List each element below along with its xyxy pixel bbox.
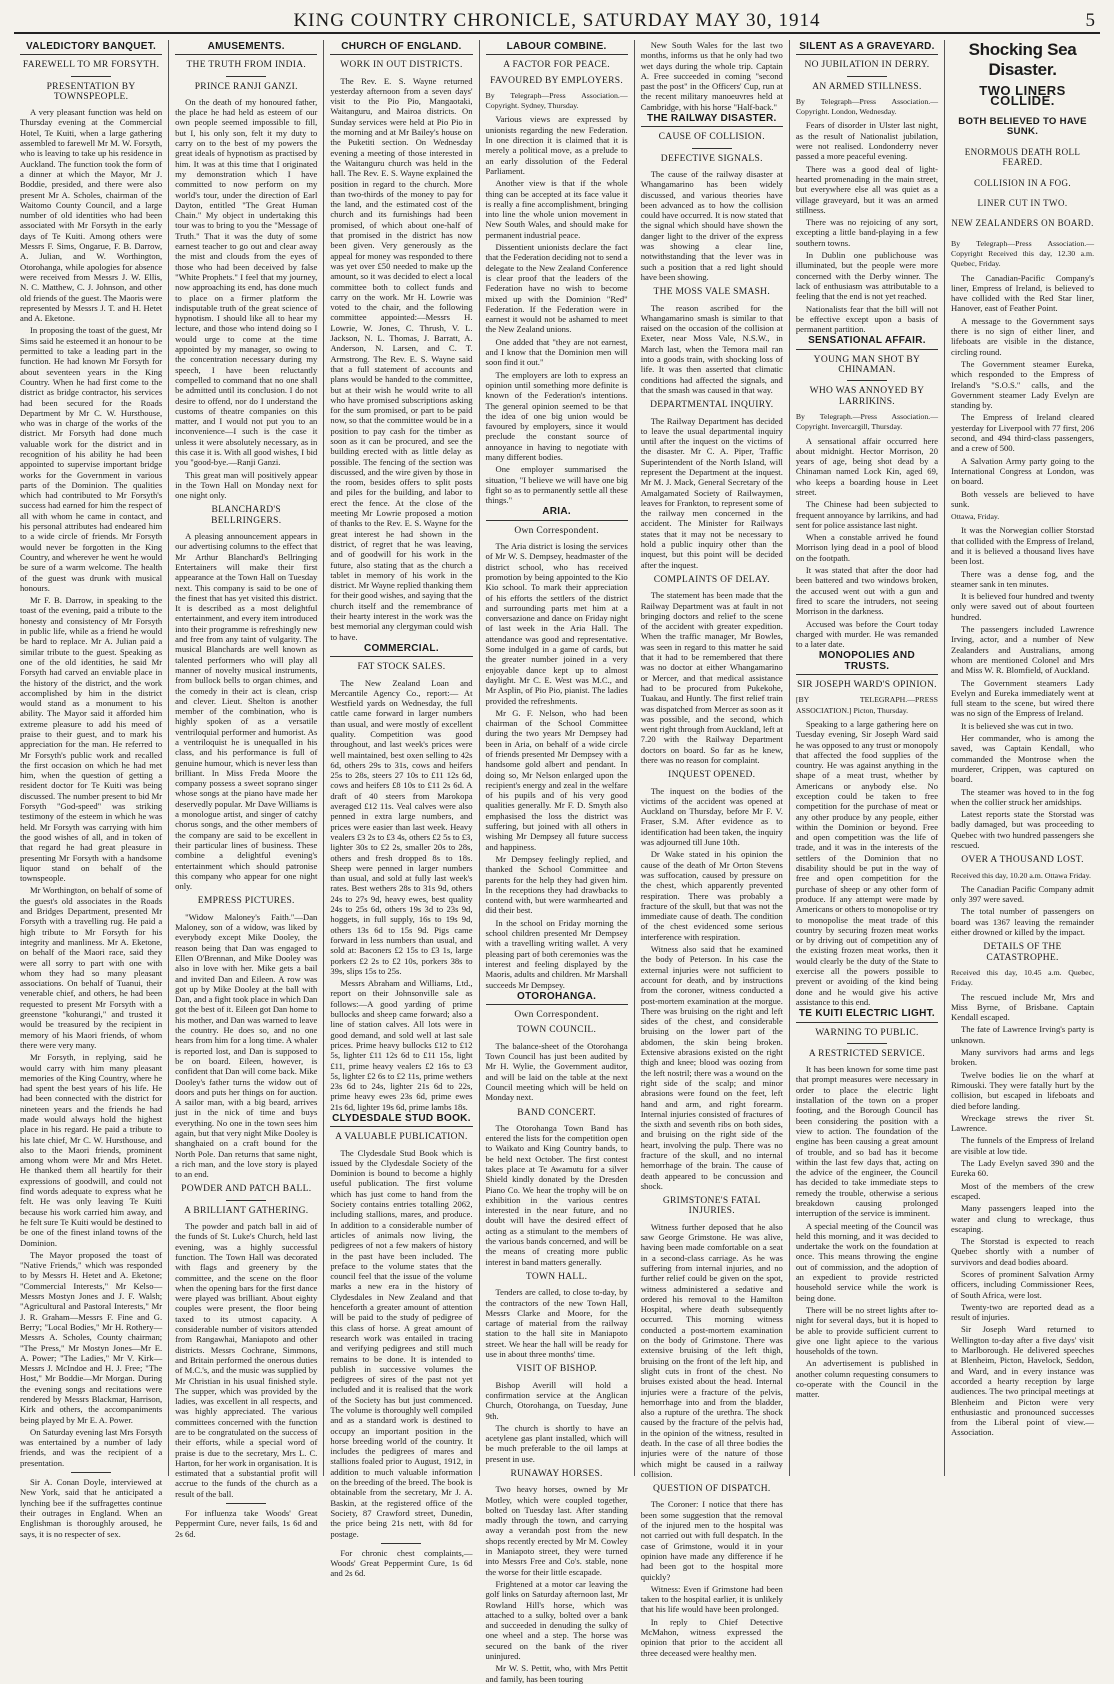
column-1: [14, 40, 169, 1539]
paragraph: The Empress of Ireland cleared yesterday for Liverpool with 77 first, 206 second, and 494 third-class passengers, and a crew of 500.: [951, 412, 1095, 454]
column-6: [790, 40, 945, 1476]
paragraph: A message to the Government says there is no sign of either liner, and lifeboats are visible in the distance, circling round.: [951, 315, 1095, 357]
paragraph: It was the Norwegian collier Storstad that collided with the Empress of Ireland, and it is believed a thousand lives have been lost.: [951, 525, 1095, 567]
paragraph: The Rev. E. S. Wayne returned yesterday afternoon from a seven days' visit to the Pio Pio, Mangaotaki, Waitanguru, and Mairoa districts. On Sunday services were held at Pio Pio in the morning and at Mr Bailey's house on the Puketiti section. On Wednesday evening a meeting of those interested in the Waitanguru church was held in the hall. The Rev. E. S. Wayne explained the position in regard to the church. More than two-thirds of the money to pay for the land, and the estimated cost of the church and its furnishings had been promised, of which about one-half of that promised in the district has now been given. Very generously as the appeal for money was responded to there was yet over £50 needed to make up the amount, so it was decided to elect a local committee both to collect funds and carry on the work. Mr H. Lowrie was voted to the chair, and the following committee appointed:—Messrs H. Lowrie, W. Jones, C. Thrush, V. L. Jackson, N. L. Thomas, J. Barratt, A. Anderson, N. Larsen, and C. T. Armstrong. The Rev. E. S. Wayne said that a full statement of accounts and plans would be handed to the committee, but at their wish he would write to all who have promised subscriptions asking for the sum promised, or part to be paid now, so that the committee would be in a position to pay cash for the timber as soon as it can be procured, and see the building erected with as little delay as possible. The fencing of the section was discussed, and the wire given by those in the room, besides offers to split posts and piles for the building, and labor to erect the fence. At the close of the meeting Mr Lowrie proposed a motion of thanks to the Rev. E. S. Wayne for the great interest he had shown in the district, of regret that he was leaving, and of goodwill for his work in the future, also stating that as the church a tablet in memory of his work in the district. Mr Wayne replied thanking them for their good wishes, and saying that the church itself and the remembrance of their hearty interest in the work was the best memorial any clergyman could wish to have.: [330, 75, 473, 642]
subheading: A VALUABLE PUBLICATION.: [335, 1132, 468, 1143]
paragraph: This great man will positively appear in the Town Hall on Monday next for one night only.: [175, 469, 318, 501]
paragraph: A special meeting of the Council was held this morning, and it was decided to undertake the work on the foundation at once. This means throwing the engine out of commission, and the adoption of an expedient to provide restricted household service while the work is being done.: [795, 1220, 939, 1303]
subheading: COMPLAINTS OF DELAY.: [653, 574, 770, 585]
paragraph: The Chinese had been subjected to frequent annoyance by larrikins, and had sent for police assistance last night.: [795, 499, 939, 530]
subheading: POWDER AND PATCH BALL.: [181, 1184, 312, 1195]
paragraph: The Government steamer Eureka, which responded to the Empress of Ireland's "S.O.S." calls, and the Government steamer Lady Evelyn are standing by.: [951, 358, 1095, 411]
subheading: DETAILS OF THE CATASTROPHE.: [983, 942, 1062, 963]
paragraph: In the school on Friday morning the school children presented Mr Dempsey with a travelling writing wallet. A very pleasing part of both ceremonies was the interest and feeling displayed by the Maoris, adults and children. Mr Marshall succeeds Mr Dempsey.: [485, 917, 628, 990]
subheading: RUNAWAY HORSES.: [510, 1469, 603, 1479]
paragraph: Witness further deposed that he also saw George Grimstone. He was alive, having been made comfortable on a seat in a second-class carriage. As he was suffering from internal injuries, and no further relief could be given on the spot, witness administered a sedative and ordered his removal to the Hamilton Hospital, where death subsequently occurred. This morning witness conducted a post-mortem examination on the body of Grimstone. There was extensive bruising of the left thigh, bruising on the front of the left hip, and slight cuts in front of the chest. No bruises existed about the head. Internal injuries were a fracture of the pelvis, hemorrhage into and from the bladder, also a rupture of the urethra. The shock caused by the fracture of the pelvis had, in the opinion of the witness, resulted in death. In the case of all three bodies the injuries were of the nature of those which might be caused in a railway collision.: [640, 1221, 783, 1479]
paragraph: The Government steamers Lady Evelyn and Eureka immediately went at full steam to the scene, but wired there was no sign of the Empress of Ireland.: [951, 677, 1095, 719]
paragraph: In reply to Chief Detective McMahon, witness expressed the opinion that prior to the accident all three deceased were healthy men.: [640, 1616, 783, 1658]
subheading: PRINCE RANJI GANZI.: [194, 81, 298, 92]
paragraph: It is believed she was cut in two.: [961, 720, 1074, 731]
paragraph: It is believed four hundred and twenty only were saved out of about fourteen hundred.: [951, 591, 1095, 622]
paragraph: The Lady Evelyn saved 390 and the Eureka 60.: [951, 1158, 1095, 1179]
paragraph: The Otorohanga Town Band has entered the lists for the competition open to Waikato and King Country bands, to be held next October. The first contest takes place at Te Awamutu for a silver Shield kindly donated by the Dresden Piano Co. We hear the trophy will be on exhibition in the various centres interested in the near future, and no doubt will have the desired effect of acting as a stimulant to the members of the various bands concerned, and will be the means of creating more public interest in band matters generally.: [485, 1122, 628, 1267]
subheading: WHO WAS ANNOYED BY LARRIKINS.: [809, 386, 925, 407]
paragraph: The total number of passengers on board was 1367 leaving the remainder either drowned or killed by the impact.: [951, 906, 1095, 938]
paragraph: The employers are loth to express an opinion until something more definite is known of the Federation's intentions. The general opinion seemed to be that the idea of one big union would be favoured by employers, since it would preclude the constant source of annoyance in having to negotiate with many different bodies.: [485, 369, 628, 462]
commercial-heading: COMMERCIAL.: [330, 644, 472, 657]
paragraph: The Coroner: I notice that there has been some suggestion that the removal of the injured men to the hospital was not carried out with full despatch. In the case of Grimstone, would it in your opinion have made any difference if he had been got to the hospital more quickly?: [640, 1499, 783, 1582]
paragraph: The Canadian Pacific Company admit only 397 were saved.: [951, 883, 1095, 905]
paragraph: Various views are expressed by unionists regarding the new Federation. In one direction it is claimed that it is merely a political move, as a prelude to an early dissolution of the Federal Parliament.: [485, 114, 628, 176]
column-3: [324, 40, 479, 1579]
paragraph: Mr W. S. Pettit, who, with Mrs Pettit and family, has been touring: [485, 1663, 628, 1684]
subheading: EMPRESS PICTURES.: [197, 896, 295, 907]
paragraph: Most of the members of the crew escaped.: [951, 1180, 1095, 1201]
paragraph: A pleasing announcement appears in our advertising columns to the effect that Mr Arthur Blanchard's Bellringing Entertainers will make their first appearance at the Town Hall on Tuesday next. This company is said to be one of the finest that has yet visited this district. It is described as a most delightful entertainment, and every item introduced into their programme is refreshingly new and free from any taint of vulgarity. The musical Blanchards are well known as talented performers who will play all manner of novelty musical instruments, from bullock bells to organ chimes, and the comedy in their act is clean, crisp and clever. Lieut. Shelton is another member of the combination, who is highly spoken of as a versatile ventriloquial performer and humorist. As a ventriloquist he is unequalled in his class, and his performance is full of genuine humour, which is never less than brilliant. In Miss Freda Moore the company possess a sweet soprano singer whose songs at the piano have made her deservedly popular. Mr Dave Williams is a monologue artist, and singer of catchy chorus songs, and the other members of the company are said to be excellent in their particular lines of business. These combine a delightful evening's entertainment which should patronise this company who appear for one night only.: [175, 531, 318, 892]
paragraph: The church is shortly to have an acetylene gas plant installed, which will be much preferable to the oil lamps at present in use.: [485, 1422, 628, 1464]
dateline: Received this day, 10.20 a.m. Ottawa Friday.: [951, 870, 1091, 880]
subheading: ENORMOUS DEATH ROLL FEARED.: [964, 147, 1081, 168]
paragraph: Scores of prominent Salvation Army officers, including Commissioner Rees, of South Africa, were lost.: [951, 1268, 1095, 1300]
railway-heading: THE RAILWAY DISASTER.: [641, 114, 783, 127]
paragraph: "Widow Maloney's Faith."—Dan Maloney, son of a widow, was liked by everybody except Mike Dooley, the reason being that Dan was engaged to Ellen O'Brennan, and Mike Dooley was also in love with her. Mike gets a bail and invited Dan and Eileen. A row was got up by Mike Dooley at the ball with Dan, and a fight took place in which Dan got the best of it. Eileen got Dan home to his mother, and Dan was warned to leave the country. He does so, and no one hears from him for a long time. A whaler is reported lost, and Dan is supposed to be on board. Eileen, however, is confident that Dan will come back. Mike Dooley's father turns the widow out of doors and puts her things on for auction. A sailor man, with a big beard, arrives just in the nick of time and buys everything. No one in the town sees him again, but that very night Mike Dooley is shanghaied on a craft bound for the North Pole. Dan returns that same night, a rich man, and the love story is played to an end.: [175, 911, 318, 1180]
paragraph: For chronic chest complaints,—Woods' Great Peppermint Cure, 1s 6d and 2s 6d.: [330, 1547, 473, 1579]
paragraph: There was no rejoicing of any sort, excepting a little band-playing in a few southern towns.: [795, 217, 939, 248]
subheading: QUESTION OF DISPATCH.: [652, 1484, 771, 1495]
paragraph: In Dublin one publichouse was illuminated, but the people were more concerned with the Derby winner. The lack of enthusiasm was attributable to a feeling that the end is not yet reached.: [795, 250, 939, 302]
paragraph: Wreckage strews the river St. Lawrence.: [951, 1112, 1095, 1134]
column-5: [635, 40, 790, 1658]
monopolies-heading: MONOPOLIES AND TRUSTS.: [796, 651, 938, 675]
sensational-heading: SENSATIONAL AFFAIR.: [796, 336, 938, 349]
dateline: By Telegraph—Press Association.—Copyright Received this day, 12.30 a.m. Quebec, Friday.: [951, 238, 1095, 269]
subheading: YOUNG MAN SHOT BY CHINAMAN.: [813, 354, 921, 376]
column-7: [945, 40, 1100, 1476]
subheading: DEPARTMENTAL INQUIRY.: [650, 400, 774, 411]
paragraph: Messrs Abraham and Williams, Ltd., report on their Johnsonville sale as follows:—A good yarding of prime bullocks and sheep came forward; also a line of station calves. All lots were in good demand, and sold well at last sale prices. Prime heavy bullocks £12 to £12 5s, lighter £11 12s 6d to £11 15s, light £11, prime heavy vealers £2 16s to £3 5s, lighter £2 6s to £2 11s, prime wethers 23s 6d to 24s, lighter 21s 6d to 22s, prime heavy ewes 23s 6d, prime ewes 21s 6d, lighter 19s 6d, prime lambs 18s.: [330, 978, 473, 1112]
subheading: VISIT OF BISHOP.: [516, 1364, 598, 1375]
graveyard-heading: SILENT AS A GRAVEYARD.: [796, 42, 938, 55]
amusements-heading: AMUSEMENTS.: [175, 42, 317, 55]
paragraph: There was a dense fog, and the steamer sank in ten minutes.: [951, 568, 1095, 589]
subheading: PRESENTATION BY TOWNSPEOPLE.: [46, 81, 136, 102]
paragraph: Accused was before the Court today charged with murder. He was remanded to a later date.: [795, 618, 939, 650]
paragraph: Witness also said that he examined the body of Peterson. In his case the external injuries were not sufficient to account for death, and by instructions from the coroner, witness conducted a post-mortem examination at the morgue. There was bruising on the right and left sides of the chest, and considerable bruising on the lower part of the abdomen, the skin being broken. Extensive abrasions existed on the right thigh and knee; blood was oozing from the left nostril; there was a wound on the right side of the scalp; and minor abrasions were found on the feet, left hand and arm, and right forearm. Internal injuries consisted of fractures of the sixth and seventh ribs on both sides, and bruising on the right side of the heart, involving the pulp. There was no fracture of the skull, and no internal hemorrhage of the brain. The cause of death appeared to be concussion and shock.: [640, 944, 783, 1191]
aria-heading: ARIA.: [486, 507, 628, 520]
paragraph: Mr F. B. Darrow, in speaking to the toast of the evening, paid a tribute to the honesty and consistency of Mr Forsyth in public life, while as a friend he would be hard to replace. Mr A. Julian paid a similar tribute to the guest. Speaking as one of the old identities, he said Mr Forsyth had carved an enviable place in the history of the district, and the work accomplished by him in the district would stand as a monument to his ability. The Mayor said it afforded him extreme pleasure to add his meed of praise to their guest, and to mark his appreciation for the man. He referred to Mr Forsyth's public work and recalled the first occasion on which he had met him, when the question of getting a resident doctor for Te Kuiti was being discussed. The number present to bid Mr Forsyth "God-speed" was striking testimony of the esteem in which he was held. Mr Forsyth was carrying with him the good wishes of all, and in token of that regard he had great pleasure in presenting Mr Forsyth with a handsome liquor stand on behalf of the townspeople.: [20, 595, 163, 884]
dateline: [BY TELEGRAPH.—PRESS ASSOCIATION.] Picton, Thursday.: [795, 695, 939, 715]
paragraph: Latest reports state the Storstad was badly damaged, but was proceeding to Quebec with two hundred passengers she rescued.: [951, 809, 1095, 850]
paragraph: The powder and patch ball in aid of the funds of St. Luke's Church, held last evening, was a highly successful function. The Town Hall was decorated with flags and greenery by the committee, and the scene on the floor when the opening bars for the first dance were played was brilliant. About eighty couples were present, the floor being taxed to its utmost capacity. A considerable number of visitors attended from Rangawhai, Maniapoto and other districts. Messrs Cochrane, Simmons, and Britain performed the onerous duties of M.C.'s, and the music was supplied by Mr Christian in his usual finished style. The supper, which was provided by the ladies, was excellent in all respects, and was highly appreciated. The various committees concerned with the function are to be congratulated on the success of their efforts, while a special word of praise is due to the secretary, Mrs L. C. Harton, for her work in organisation. It is estimated that a substantial profit will accrue to the funds of the church as a result of the ball.: [175, 1221, 318, 1499]
subheading: CAUSE OF COLLISION.: [658, 132, 765, 143]
subheading: WARNING TO PUBLIC.: [815, 1027, 919, 1038]
subheading: WORK IN OUT DISTRICTS.: [340, 60, 463, 71]
subheading: DEFECTIVE SIGNALS.: [660, 153, 763, 164]
paragraph: The reason ascribed for the Whangamarino smash is similar to that raised on the occasion of the collision at Exeter, near Moss Vale, N.S.W., in March last, when the Temora mail ran into a goods train, with shocking loss of life. It was then asserted that climatic conditions had affected the signals, and that the smash was caused in that way.: [640, 302, 783, 395]
paragraph: Frightened at a motor car leaving the golf links on Saturday afternoon last, Mr Rowland Hill's horse, which was attached to a sulky, bolted over a bank and succeeded in denuding the sulky of one wheel and a step. The horse was secured on the bank of the river uninjured.: [485, 1578, 628, 1662]
paragraph: Twelve bodies lie on the wharf at Rimouski. They were fatally hurt by the collision, but escaped in lifeboats and died before landing.: [951, 1069, 1095, 1111]
paragraph: Sir A. Conan Doyle, interviewed at New York, said that he anticipated a lynching bee if the suffragettes continue their outrages in England. When an Englishman is thoroughly aroused, he says, it is no respecter of sex.: [20, 1477, 163, 1539]
subheading: FAT STOCK SALES.: [357, 662, 446, 673]
masthead: [14, 10, 1100, 34]
paragraph: The funnels of the Empress of Ireland are visible at low tide.: [951, 1135, 1095, 1156]
subheading: GRIMSTONE'S FATAL INJURIES.: [662, 1196, 761, 1217]
paragraph: Mr Worthington, on behalf of some of the guest's old associates in the Roads and Bridges Department, presented Mr Forsyth with a travelling rug. He paid a high tribute to Mr Forsyth for his integrity and manliness. Mr A. Eketone, on behalf of the Maori race, said they were all sorry to part with one with whom they had so many pleasant associations. On behalf of Tuanui, their venerable chief, and others, he had been requested to present Mr Forsyth with a greenstone "kohurangi," and trusted it would be treasured by the recipient in memory of his Maori friends, of whom there were very many.: [20, 885, 163, 1050]
paragraph: Many passengers leaped into the water and clung to wreckage, thus escaping.: [951, 1203, 1095, 1234]
paragraph: There will be no street lights after to-night for several days, but it is hoped to be able to provide sufficient current to give one light apiece to the various households of the town.: [795, 1304, 939, 1357]
paragraph: The passengers included Lawrence Irving, actor, and a number of New Zealanders and Australians, among whom are mentioned Colonel and Mrs and Miss W. R. Blomfield, of Auckland.: [951, 624, 1095, 676]
paragraph: When a constable arrived he found Morrison lying dead in a pool of blood on the footpath.: [795, 532, 939, 563]
paragraph: It was stated that after the door had been battered and two windows broken, the accused went out with a gun and fired to scare the intruders, not seeing Morrison in the darkness.: [795, 565, 939, 617]
subheading: AN ARMED STILLNESS.: [812, 81, 922, 92]
dateline: By Telegraph—Press Association.—Copyright. Sydney, Thursday.: [485, 90, 628, 111]
paragraph: On Saturday evening last Mrs Forsyth was entertained by a number of lady friends, and was the recipient of a presentation.: [20, 1426, 163, 1468]
columns: [14, 40, 1100, 1684]
subheading: Own Correspondent.: [514, 1010, 599, 1021]
subheading: LINER CUT IN TWO.: [977, 198, 1068, 209]
subheading: TOWN HALL.: [525, 1271, 588, 1282]
subheading: SIR JOSEPH WARD'S OPINION.: [797, 680, 937, 691]
paragraph: Bishop Averill will hold a confirmation service at the Anglican Church, Otorohanga, on Tuesday, June 9th.: [485, 1379, 628, 1421]
paragraph: Dissentient unionists declare the fact that the Federation deciding not to send a delegate to the New Zealand Conference is clear proof that the leaders of the Federation have no wish to become mixed up with the Dominion "Red" Federation. If the Federation were in earnest it would not be ashamed to meet the New Zealand unions.: [485, 242, 628, 335]
labour-heading: LABOUR COMBINE.: [486, 42, 628, 55]
page-number: 5: [1085, 10, 1096, 31]
paragraph: The Clydesdale Stud Book which is issued by the Clydesdale Society of the Dominion is bound to become a highly useful publication. The first volume which has just come to hand from the Society contains entries totalling 2062, including stallions, mares, and produce. In addition to a considerable number of articles of animals now living, the pedigrees of not a few makers of history in the past have been included. The preface to the volume states that the council feel that the issue of the volume marks a new era in the history of Clydesdales in New Zealand and that henceforth a greater amount of attention will be paid to the study of pedigree of this class of horse. A great amount of research work was entailed in tracing and verifying pedigrees and still much remains to be done. It is intended to publish in successive volumes the pedigrees of sires of the past not yet included and it is realised that the work of the Society has but just commenced. The volume is thoroughly well compiled and as a standard work is destined to occupy an important position in the horse breeding world of the country. It includes the pedigrees of mares and stallions foaled prior to August, 1912, in addition to much valuable information on the breeding of the breed. The book is obtainable from the secretary, Mr J. A. Baskin, at the registered office of the Society, 87 Crawford street, Dunedin, the price being 21s nett, with 8d for postage.: [330, 1147, 473, 1539]
dateline: Ottawa, Friday.: [951, 512, 1000, 522]
paragraph: Twenty-two are reported dead as a result of injuries.: [951, 1301, 1095, 1323]
paragraph: Two heavy horses, owned by Mr Motley, which were coupled together, bolted on Tuesday last. After standing madly through the town, and carrying away a verandah post from the new shops recently erected by Mr M. Cowley in Maniapoto street, they were turned into Messrs Free and Co's. stable, none the worse for their little escapade.: [485, 1484, 628, 1577]
paragraph: Both vessels are believed to have sunk.: [951, 488, 1095, 509]
paragraph: The steamer was hoved to in the fog when the collier struck her amidships.: [951, 786, 1095, 807]
subheading: A BRILLIANT GATHERING.: [184, 1205, 309, 1216]
subheadline: TWO LINERS COLLIDE.: [979, 83, 1066, 109]
electric-light-heading: TE KUITI ELECTRIC LIGHT.: [796, 1009, 938, 1022]
column-4: [480, 40, 635, 1684]
paragraph: Tenders are called, to close to-day, by the contractors of the new Town Hall, Messrs Clarke and Moore, for the cartage of material from the railway station to the hall site in Maniapoto street. We hear the hall will be ready for use in about three months' time.: [485, 1287, 628, 1360]
column-2: [169, 40, 324, 1539]
paragraph: Speaking to a large gathering here on Tuesday evening, Sir Joseph Ward said he was opposed to any trust or monopoly that affected the food supplies of the country. He was against anything in the shape of a meat trust, whether by Americans or anybody else. No exception could be taken to free competition for the purchase of meat or any other produce by any people, either within the Dominion or beyond. Free and open competition was the life of trade, and it was in the interests of the settlers of the Dominion that no disability should be put in the way of free and open competition for the purchase of sheep or any other form of produce. If any attempt were made by Americans or others to monopolise or try to monopolise the meat trade of this country by securing frozen meat works or by driving out of competition any of the existing frozen meat works, then it would clearly be the duty of the State to exercise all the powers possible to prevent or avoiding of the kind being done and he would give his active assistance to this end.: [795, 718, 939, 1007]
subheading: BOTH BELIEVED TO HAVE SUNK.: [958, 115, 1087, 137]
subheading: THE MOSS VALE SMASH.: [653, 287, 771, 298]
subheading: A RESTRICTED SERVICE.: [808, 1048, 925, 1059]
paragraph: A Salvation Army party going to the International Congress at London, was on board.: [951, 455, 1095, 487]
otorohanga-heading: OTOROHANGA.: [486, 992, 628, 1005]
paragraph: In proposing the toast of the guest, Mr Sims said he esteemed it an honour to be permitted to take a leading part in the function. He had known Mr Forsyth for about seventeen years in the King Country. When he had first come to the district as bridge contractor, his services had been secured for the Roads Department by Mr C. W. Hursthouse, who was in charge of the works of the district. Mr Forsyth had done much valuable work for the district and in recognition of his ability he had been appointed to supervise important bridge works for the Government in various parts of the Dominion. The qualities which had contributed to Mr Forsyth's success had earned for him the respect of all with whom he came in contact, and his personal attributes had endeared him to a wide circle of friends. Mr Forsyth would never be forgotten in the King Country, and wherever he went he would be sure of a warm welcome. The health of the guest was drunk with musical honours.: [20, 325, 163, 593]
paragraph: It has been known for some time past that prompt measures were necessary in order to place the electric light installation of the town on a proper footing, and the Borough Council has been considering the position with a view to action. The foundation of the engine has been causing a great amount of trouble, and so bad has it become within the last few days that, acting on the advice of the engineer, the Council has decided to take immediate steps to remedy the trouble, otherwise a serious breakdown causing prolonged interruption of the service is imminent.: [795, 1064, 939, 1219]
clydesdale-heading: CLYDESDALE STUD BOOK.: [330, 1114, 472, 1127]
paragraph: The fate of Lawrence Irving's party is unknown.: [951, 1024, 1095, 1045]
subheading: A FACTOR FOR PEACE.: [503, 60, 610, 71]
paragraph: The rescued include Mr, Mrs and Miss Byrne, of Brisbane. Captain Kendall escaped.: [951, 991, 1095, 1023]
subheading: COLLISION IN A FOG.: [973, 177, 1072, 188]
paragraph: Dr Wake stated in his opinion the cause of the death of Mr Orton Stevens was suffocation, caused by pressure on the chest, which apparently prevented respiration. There was probably a fracture of the skull, but that was not the immediate cause of death. The condition of the chest evidenced some serious interference with respiration.: [640, 849, 783, 942]
paragraph: The Storstad is expected to reach Quebec shortly with a number of survivors and dead bodies aboard.: [951, 1236, 1095, 1267]
paragraph: Mr Dempsey feelingly replied, and thanked the School Committee and parents for the help they had given him. In the receptions they had drawbacks to contend with, but were warmhearted and did their best.: [485, 853, 628, 916]
paragraph: Fears of disorder in Ulster last night, as the result of Nationalist jubilation, were not realised. Londonderry never passed a more peaceful evening.: [795, 120, 939, 162]
paragraph: A sensational affair occurred here about midnight. Hector Morrison, 20 years of age, being shot dead by a Chinaman named Lock Kin, aged 69, who keeps a boarding house in Leet street.: [795, 435, 939, 497]
subheading: NO JUBILATION IN DERRY.: [804, 60, 930, 71]
paragraph: For influenza take Woods' Great Peppermint Cure, never fails, 1s 6d and 2s 6d.: [175, 1508, 318, 1539]
paragraph: The statement has been made that the Railway Department was at fault in not bringing doctors and relief to the scene of the accident with greater expedition. When the traffic manager, Mr Bowles, was seen in regard to this matter he said that it had to be remembered that there was no doctor at either Whangamarino or Mercer, and that medical assistance had to be procured from Pukekohe, Tuakau, and Huntly. The first relief train was dispatched from Mercer as soon as it was possible, and the second, which went right through from Auckland, left at 7.20 with the Railway Department doctors on board. So far as he knew, there was no reason for complaint.: [640, 590, 783, 765]
paragraph: Sir Joseph Ward returned to Wellington to-day after a five days' visit to Marlborough. He delivered speeches at Blenheim, Picton, Havelock, Seddon, and Ward, and in every instance was accorded a hearty reception by large audiences. The two principal meetings at Blenheim and Picton were very enthusiastic and pronounced successes from the Liberal point of view.—Association.: [951, 1324, 1095, 1438]
paragraph: Her commander, who is among the saved, was Captain Kendall, who commanded the Montrose when the murderer, Crippen, was captured on board.: [951, 733, 1095, 785]
subheading: OVER A THOUSAND LOST.: [961, 855, 1084, 866]
dateline: Received this day, 10.45 a.m. Quebec, Friday.: [951, 967, 1095, 988]
valedictory-heading: VALEDICTORY BANQUET.: [20, 42, 162, 55]
paragraph: The cause of the railway disaster at Whangamarino has been widely discussed, and various theories have been advanced as to how the collision could have occurred. It is now stated that the signal which should have shown the danger light to the driver of the express was showing a clear line, notwithstanding that the lever was in such a position that a red light should have been showing.: [640, 168, 783, 282]
paragraph: The balance-sheet of the Otorohanga Town Council has just been audited by Mr H. Wylie, the Government auditor, and will be laid on the table at the next Council meeting which will be held on Monday next.: [485, 1040, 628, 1103]
paragraph: Nationalists fear that the bill will not be effective except upon a basis of permanent partition.: [795, 303, 939, 335]
subheading: BLANCHARD'S BELLRINGERS.: [211, 505, 282, 526]
paragraph: The Mayor proposed the toast of "Native Friends," which was responded to by Messrs H. Hetet and A. Eketone; "Commercial Interests," Mr Kelso—Messrs Mostyn Jones and J. F. Walsh; "Agricultural and Pastoral Interests," Mr J. R. Graham—Messrs F. Fine and G. Berry; "Local Bodies," Mr H. Rothery—Messrs A. Scholes, County chairman; "The Press," Mr Mostyn Jones—Mr E. A. Power; "The Ladies," Mr V. Kirk—Messrs J. McIndoe and H. J. Free; "The Host," Mr Boddie—Mr Morgan. During the evening songs and recitations were rendered by Messrs Blackmar, Harrison, Kirk and others, the accompaniments being played by Mr E. A. Power.: [20, 1249, 163, 1425]
subheading: FAREWELL TO MR FORSYTH.: [22, 60, 160, 71]
subheading: INQUEST OPENED.: [668, 770, 756, 781]
paragraph: Mr Forsyth, in replying, said he would carry with him many pleasant memories of the King Country, where he had spent the best years of his life. He had been connected with the district for nineteen years and the friends he had made would always hold the highest place in his regard. He paid a tribute to his late chief, Mr C. W. Hursthouse, and also to the Maori friends, prominent among whom were Mr and Mrs Hetet. He thanked them all heartily for their expressions of goodwill, and could not find words adequate to express what he felt. He was only leaving Te Kuiti because his work carried him away, and he felt sure Te Kuiti would be destined to be one of the finest inland towns of the Dominion.: [20, 1052, 163, 1248]
sea-disaster-headline: Shocking Sea Disaster.: [968, 40, 1077, 79]
paragraph: An advertisement is published in another column requesting consumers to co-operate with the Council in the matter.: [795, 1358, 939, 1400]
paragraph: Witness: Even if Grimstone had been taken to the hospital earlier, it is unlikely that his life would have been prolonged.: [640, 1583, 783, 1615]
paragraph: The inquest on the bodies of the victims of the accident was opened at Auckland on Thursday, before Mr F. V. Fraser, S.M. After evidence as to identification had been taken, the inquiry was adjourned till June 10th.: [640, 785, 783, 848]
dateline: By Telegraph.—Press Association.—Copyright. Invercargill, Thursday.: [795, 411, 939, 432]
church-heading: CHURCH OF ENGLAND.: [330, 42, 472, 55]
subheading: NEW ZEALANDERS ON BOARD.: [951, 218, 1094, 229]
paragraph: Another view is that if the whole thing can be accepted at its face value it is really a fine accomplishment, bringing into line the whole union movement in New South Wales, and should make for permanent industrial peace.: [485, 178, 628, 240]
paragraph: New South Wales for the last two months, informs us that he only had two wet days during the whole trip. Captain A. Free succeeded in coming "second past the post" in the Officers' Cup, run at the recent military manoeuvres held at Cambridge, with his horse "Half-back.": [640, 40, 783, 112]
paragraph: On the death of my honoured father, the place he had held as esteem of our own people seemed impossible to fill, but I, his only son, felt it my duty to carry on to the best of my powers the great ideals of hypnotism as practised by him. It was at this time that I originated my demonstration which I have committed to now perform on my world's tour, under the direction of Earl Dayton, entitled "The Great Human Chain." My object in undertaking this tour was to bring to you the "Message of Truth." That it was the duty of some earnest teacher to go out and clear away the mist and clouds from the eyes of those who had been deceived by false "White Prophets." I feel that my journey, now approaching its end, has done much to place on a firmer platform the indisputable truth of the great science of hypnotism. I should like all to hear my lecture, and those who intend doing so I would urge to come at the time appointed by my manager, so owing to the concentration necessary during my speech, I have been reluctantly compelled to command that no one shall be admitted until its conclusion. I do not desire to offend, nor do I understand the customs of theatre companies on this matter, and I would not put you to an inconvenience—I such is the case it unless it were absolutely necessary, as in this case it is. With all good wishes, I bid you "good-bye.—Ranji Ganzi.: [175, 96, 318, 468]
paragraph: There was a good deal of light-hearted promenading in the main street, but everywhere else all was quiet as a village graveyard, but it was an armed stillness.: [795, 163, 939, 215]
paragraph: The Canadian-Pacific Company's liner, Empress of Ireland, is believed to have collided with the Red Star liner, Hanover, east of Feather Point.: [951, 272, 1095, 314]
paragraph: Mr G. F. Nelson, who had been chairman of the School Committee during the two years Mr Dempsey had been in Aria, on behalf of a wide circle of friends presented Mr Dempsey with a handsome gold albert and pendant. In doing so, Mr Nelson enlarged upon the recipient's energy and zeal in the welfare of his pupils and of his very good qualities generally. Mr F. D. Smyth also emphasised the loss the district was suffering, but joined with all others in wishing Mr Dempsey all future success and happiness.: [485, 707, 628, 852]
masthead-title: KING COUNTRY CHRONICLE, SATURDAY MAY 30, 1914: [293, 10, 821, 31]
paragraph: The New Zealand Loan and Mercantile Agency Co., report:— At Westfield yards on Wednesday, the full cattle came forward in larger numbers than usual, and were mostly of excellent quality. Competition was good throughout, and last week's prices were well maintained, best oxen selling to 42s 6d, others 29s to 31s, cows and heifers 25s to 28s, steers 27 10s to £11 12s 6d, cows and heifers £8 10s to £11 2s 6d. A draft of 40 steers from Marokopa averaged £12 11s. Veal calves were also penned in extra large numbers, and prices were easier than last week. Heavy vealers £3 2s to £3 4s, others £2 5s to £3, lighter 30s to £2 2s, smaller 20s to 28s, others and fresh dropped 8s to 18s. Sheep were penned in larger numbers than usual, and sold at fully last week's rates. Best wethers 28s to 31s 9d, others 24s to 27s 9d, heavy ewes, best quality 24s to 25s 6d, others 19s 3d to 23s 9d, hoggets, in full supply, 16s to 19s 9d, others 13s 6d to 15s 9d. Pigs came forward in less numbers than usual, and sold at: Baconers £2 15s to £3 1s, large porkers £2 2s to £2 10s, porkers 38s to 39s, slips 15s to 25s.: [330, 677, 473, 976]
paragraph: One added that "they are not earnest, and I know that the Dominion men will soon find it out.": [485, 336, 628, 368]
paragraph: The Aria district is losing the services of Mr W. S. Dempsey, headmaster of the district school, who has received promotion by being appointed to the Kio Kio school. To mark their appreciation of his efforts the settlers of the district and surrounding parts met him at a conversazione and dance on Friday night of last week in the Aria Hall. The attendance was good and representative. Some indulged in a game of cards, but the greater number joined in a very enjoyable dance kept up to almost daylight. Mr C. E. West was M.C., and Mr Asplin, of Pio Pio, pianist. The ladies provided the refreshments.: [485, 541, 628, 706]
subheading: Own Correspondent.: [514, 525, 599, 536]
subheading: FAVOURED BY EMPLOYERS.: [490, 75, 624, 86]
paragraph: A very pleasant function was held on Thursday evening at the Commercial Hotel, Te Kuiti, when a large gathering assembled to farewell Mr M. W. Forsyth, who is leaving to take up his residence in Auckland. The function took the form of a dinner at which the Mayor, Mr J. Boddie, presided, and there were also present Mr A. Scholes, chairman of the Waitomo County Council, and a large number of old identities who had been associated with Mr Forsyth in the early days of Te Kuiti. Among others were Messrs F. Sims, Ongarue, F. B. Darrow, A. Julian, and W. Worthington, Otorohanga, while apologies for absence were received from Messrs J. W. Ellis, N. C. Matthew, C. J. Johnson, and other old friends of the guest. The Maoris were represented by Messrs J. T. and H. Hetet and A. Eketone.: [20, 107, 163, 324]
paragraph: Many survivors had arms and legs broken.: [951, 1047, 1095, 1068]
subheading: THE TRUTH FROM INDIA.: [186, 60, 307, 71]
paragraph: One employer summarised the situation, "I believe we will have one big fight so as to permanently settle all these things.": [485, 464, 628, 506]
paragraph: The Railway Department has decided to leave the usual departmental inquiry until after the inquest on the victims of the disaster. Mr C. A. Piper, Traffic Superintendent of the North Island, will represent the Department at the inquest. Mr M. J. Mack, General Secretary of the Amalgamated Society of Railwaymen, leaves for Frankton, to represent some of the railway men concerned in the accident. The Minister for Railways states that it may not be necessary to hold a public inquiry other than the inquest, but this point will be decided after the inquest.: [640, 415, 783, 570]
dateline: By Telegraph—Press Association.—Copyright. London, Wednesday.: [795, 96, 939, 117]
subheading: BAND CONCERT.: [517, 1107, 596, 1118]
subheading: TOWN COUNCIL.: [517, 1025, 597, 1036]
